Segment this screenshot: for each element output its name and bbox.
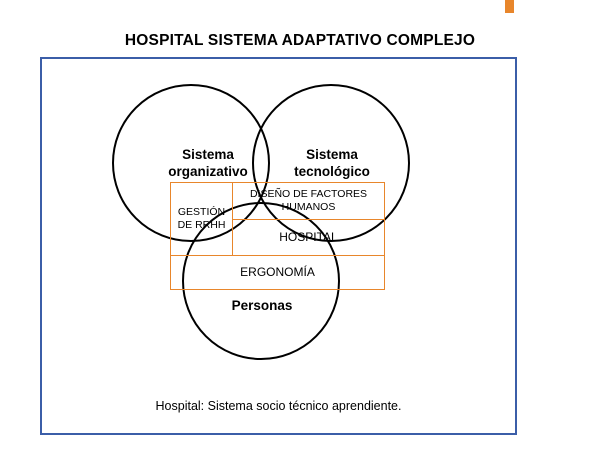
label-sistema-tecnologico — [272, 146, 392, 180]
orange-decoration-mark — [505, 0, 514, 13]
venn-diagram — [40, 57, 517, 435]
label-line-1: Sistema — [306, 147, 358, 162]
label-sistema-organizativo — [148, 146, 268, 180]
label-line-1: Personas — [231, 298, 293, 313]
page-title: HOSPITAL SISTEMA ADAPTATIVO COMPLEJO — [124, 32, 476, 49]
cell-diseno-factores-humanos: DISEÑO DE FACTORES HUMANOS — [232, 183, 384, 220]
cell-ergonomia: ERGONOMÍA — [240, 264, 315, 279]
cell-hospital: HOSPITAL — [232, 220, 384, 256]
label-line-1: Sistema — [182, 147, 234, 162]
label-line-2: tecnológico — [294, 164, 370, 179]
intersection-grid — [170, 182, 385, 290]
cell-gestion-rrhh: GESTIÓN DE RRHH — [171, 183, 232, 256]
label-personas — [202, 297, 322, 314]
diagram-caption: Hospital: Sistema socio técnico aprendiente. — [155, 399, 402, 413]
label-line-2: organizativo — [168, 164, 248, 179]
